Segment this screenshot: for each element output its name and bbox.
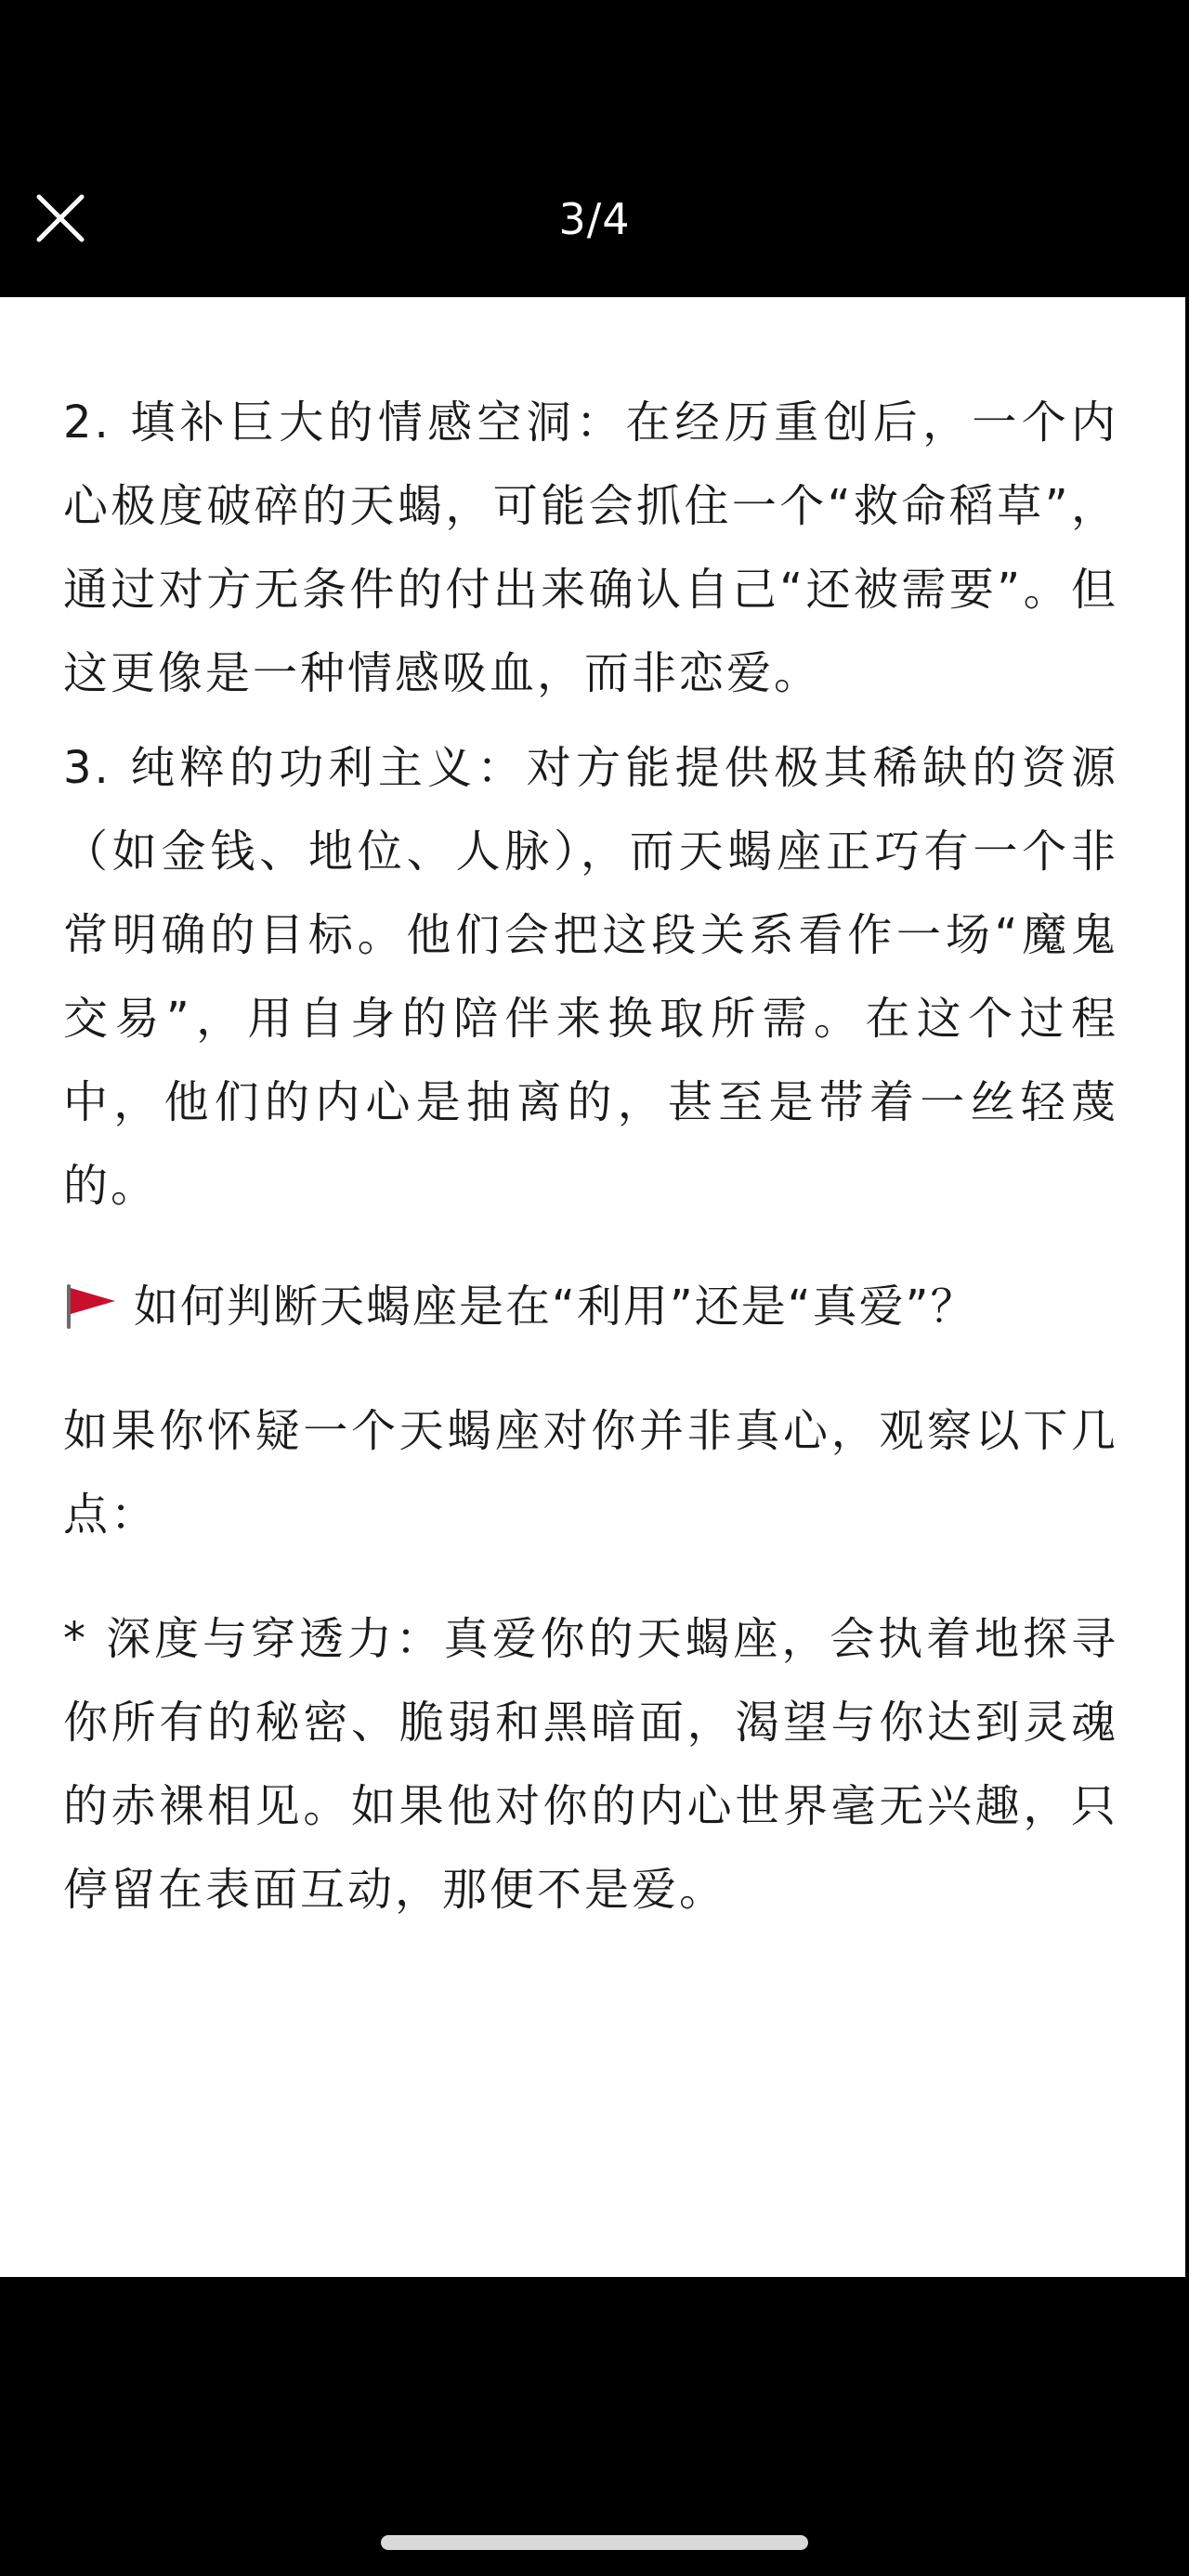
article-page	[0, 297, 1185, 2277]
red-flag-icon	[63, 1282, 119, 1331]
intro-paragraph: 如果你怀疑一个天蝎座对你并非真心，观察以下几点：	[63, 1405, 1118, 1541]
bullet-item-depth: * 深度与穿透力：真爱你的天蝎座，会执着地探寻你所有的秘密、脆弱和黑暗面，渴望与你达到灵魂的赤裸相见。如果他对你的内心世界毫无兴趣，只停留在表面互动，那便不是爱。	[63, 1613, 1118, 1916]
home-indicator[interactable]	[381, 2535, 808, 2550]
page-indicator: 3/4	[558, 194, 631, 244]
viewer-top-bar	[0, 0, 1189, 297]
section-heading	[63, 1265, 1118, 1348]
paragraph-item-2: 2. 填补巨大的情感空洞：在经历重创后，一个内心极度破碎的天蝎，可能会抓住一个“救命稻草”，通过对方无条件的付出来确认自己“还被需要”。但这更像是一种情感吸血，而非恋爱。	[63, 397, 1118, 699]
section-heading-text: 如何判断天蝎座是在“利用”还是“真爱”？	[134, 1281, 977, 1333]
viewer-bottom-area	[0, 2277, 1189, 2576]
paragraph-item-3: 3. 纯粹的功利主义：对方能提供极其稀缺的资源（如金钱、地位、人脉），而天蝎座正巧有一个非常明确的目标。他们会把这段关系看作一场“魔鬼交易”，用自身的陪伴来换取所需。在这个过程中，他们的内心是抽离的，甚至是带着一丝轻蔑的。	[63, 742, 1118, 1212]
